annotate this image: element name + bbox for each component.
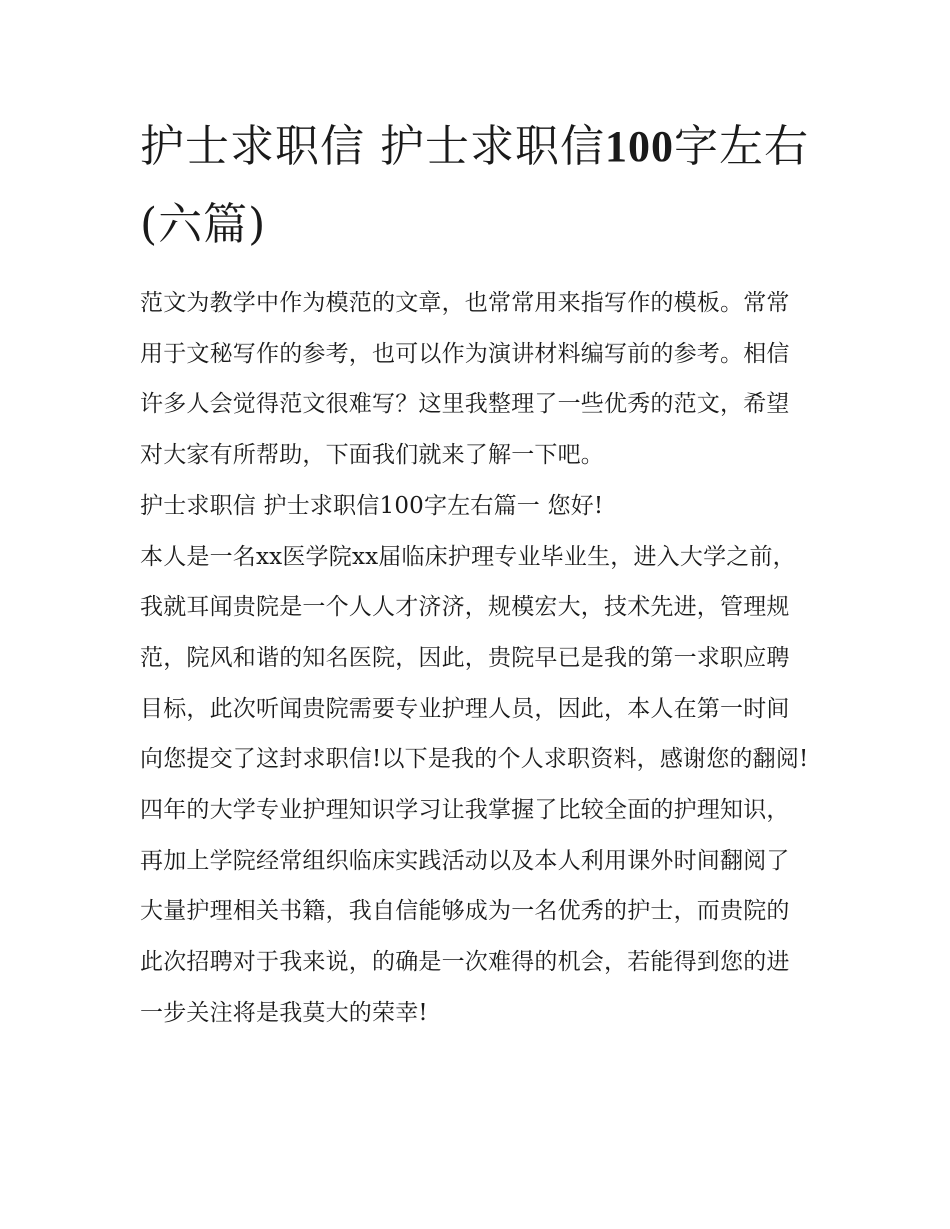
document-title (140, 108, 812, 264)
title-number: 100 (605, 122, 674, 171)
title-part-1: 护士求职信 护士求职信 (140, 121, 605, 172)
body-paragraph-1: 本人是一名xx医学院xx届临床护理专业毕业生，进入大学之前，我就耳闻贵院是一个人人才济济，规模宏大，技术先进，管理规范，院风和谐的知名医院，因此，贵院早已是我的第一求职应聘目标，此次听闻贵院需要专业护理人员，因此，本人在第一时间向您提交了这封求职信!以下是我的个人求职资料，感谢您的翻阅! (140, 543, 809, 773)
document-page (140, 108, 812, 1039)
intro-paragraph: 范文为教学中作为模范的文章，也常常用来指写作的模板。常常用于文秘写作的参考，也可以作为演讲材料编写前的参考。相信许多人会觉得范文很难写？这里我整理了一些优秀的范文，希望对大家有所帮助，下面我们就来了解一下吧。 (140, 290, 790, 469)
title-part-2: 字左右(六篇) (140, 121, 809, 250)
section-heading-paragraph: 护士求职信 护士求职信100字左右篇一 您好! (140, 492, 604, 519)
body-paragraph-2: 四年的大学专业护理知识学习让我掌握了比较全面的护理知识，再加上学院经常组织临床实践活动以及本人利用课外时间翻阅了大量护理相关书籍，我自信能够成为一名优秀的护士，而贵院的此次招聘对于我来说，的确是一次难得的机会，若能得到您的进一步关注将是我莫大的荣幸! (140, 797, 790, 1026)
